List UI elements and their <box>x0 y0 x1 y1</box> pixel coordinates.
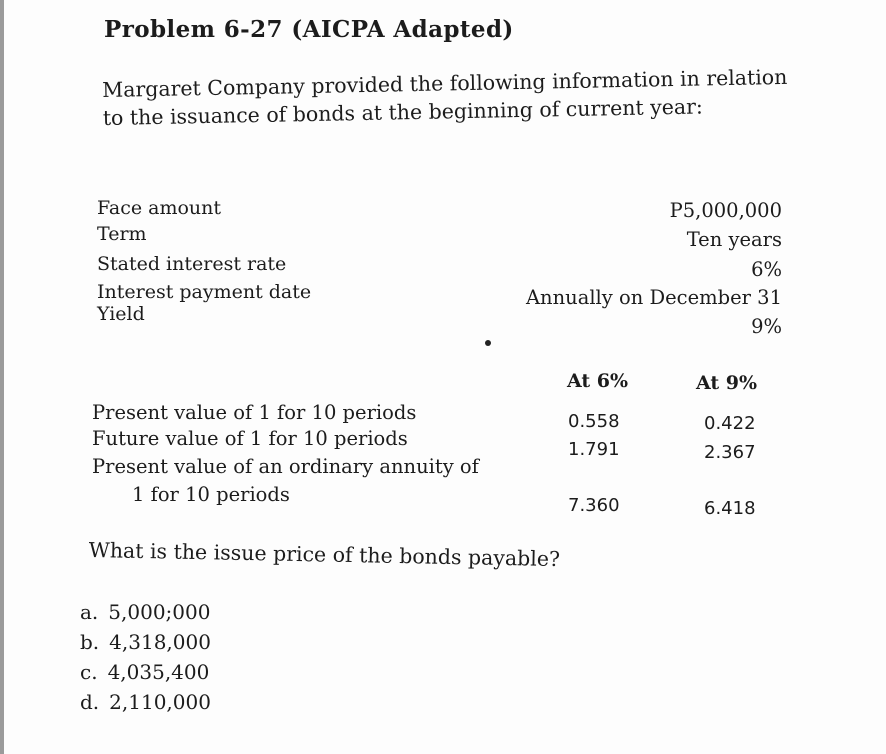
option-a <box>80 600 210 624</box>
pv-value-fv1-9pct: 2.367 <box>704 442 756 463</box>
term-label-face-amount: Face amount <box>97 197 222 219</box>
option-b <box>80 630 211 654</box>
term-label-stated-rate: Stated interest rate <box>97 253 287 275</box>
term-value-term: Ten years <box>686 228 782 251</box>
problem-title: Problem 6-27 (AICPA Adapted) <box>104 16 514 43</box>
problem-intro: Margaret Company provided the following information in relation to the issuance of bonds at the beginning of current year: <box>102 64 788 130</box>
term-label-yield: Yield <box>97 303 145 325</box>
pv-value-annuity-6pct: 7.360 <box>568 495 620 516</box>
option-text: 4,035,400 <box>107 660 210 684</box>
option-text: 5,000;000 <box>108 600 211 624</box>
term-value-face-amount: P5,000,000 <box>669 199 782 222</box>
pv-row-label-pv1: Present value of 1 for 10 periods <box>92 401 417 424</box>
option-letter: c. <box>80 660 98 684</box>
term-value-yield: 9% <box>751 315 782 338</box>
option-c <box>80 660 209 684</box>
option-text: 4,318,000 <box>109 630 211 654</box>
pv-value-annuity-9pct: 6.418 <box>704 498 756 519</box>
term-label-payment-date: Interest payment date <box>97 281 312 303</box>
pv-row-label-fv1: Future value of 1 for 10 periods <box>92 427 408 450</box>
pv-value-pv1-9pct: 0.422 <box>704 413 756 434</box>
option-letter: b. <box>80 630 100 654</box>
option-d <box>80 690 211 714</box>
question-text: What is the issue price of the bonds payable? <box>88 538 561 572</box>
term-label-term: Term <box>97 223 147 245</box>
ink-speck <box>485 340 491 346</box>
column-header-9pct: At 9% <box>696 372 758 394</box>
document-page <box>4 0 886 754</box>
pv-value-pv1-6pct: 0.558 <box>568 411 620 432</box>
term-value-payment-date: Annually on December 31 <box>525 286 782 309</box>
option-letter: d. <box>80 690 100 714</box>
pv-value-fv1-6pct: 1.791 <box>568 439 620 460</box>
option-text: 2,110,000 <box>109 690 211 714</box>
term-value-stated-rate: 6% <box>751 258 782 281</box>
option-letter: a. <box>80 600 99 624</box>
pv-row-label-annuity-line2: 1 for 10 periods <box>132 483 290 506</box>
column-header-6pct: At 6% <box>567 370 629 392</box>
pv-row-label-annuity-line1: Present value of an ordinary annuity of <box>92 455 479 478</box>
